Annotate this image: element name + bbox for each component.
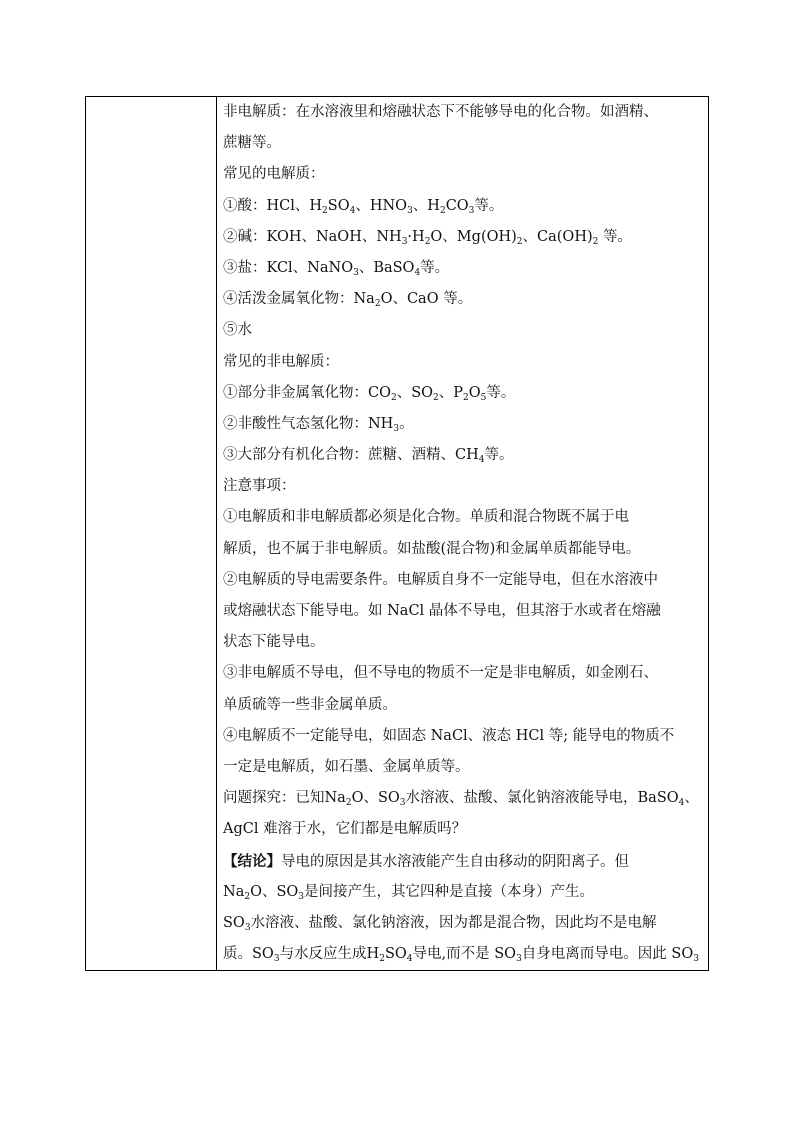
text-run: ③大部分有机化合物：蔗糖、酒精、CH [223,447,479,464]
text-run: 注意事项： [223,478,296,495]
text-run: 导电,而不是 SO [412,946,517,963]
subscript: 4 [478,455,485,466]
subscript: 2 [516,236,523,247]
text-run: 或熔融状态下能导电。如 NaCl 晶体不导电，但其溶于水或者在熔融 [223,603,661,619]
text-line [223,440,702,471]
text-run: 蔗糖等。 [223,135,281,152]
text-run: 问题探究：已知Na [223,790,346,807]
text-run: 一定是电解质，如石墨、金属单质等。 [223,758,470,775]
subscript: 3 [353,267,359,278]
text-run: 是间接产生，其它四种是直接（本身）产生。 [304,883,595,900]
subscript: 2 [322,205,328,216]
subscript: 3 [244,922,251,933]
text-line [223,752,702,783]
text-line [223,128,702,159]
text-run: 常见的非电解质： [223,353,339,370]
text-run: CO [445,197,469,214]
text-run: ④活泼金属氧化物：Na [223,291,375,308]
subscript: 3 [393,423,400,434]
text-run: 、HNO [355,197,408,214]
subscript: 2 [390,392,397,403]
text-line [223,846,702,877]
subscript: 2 [345,798,352,809]
subscript: 2 [379,954,385,965]
text-line [223,908,702,939]
subscript: 3 [407,205,413,216]
text-run: 等。 [420,259,450,276]
subscript: 4 [349,205,356,216]
text-line [223,627,702,658]
text-run: 【结论】 [223,852,281,870]
text-line [223,877,702,908]
text-run: 非电解质：在水溶液里和熔融状态下不能够导电的化合物。如酒精、 [223,104,658,120]
text-run: 状态下能导电。 [223,634,325,651]
text-run: 等。 [598,228,632,245]
text-run: ①酸：HCl、H [223,197,323,214]
text-run: ③非电解质不导电，但不导电的物质不一定是非电解质，如金刚石、 [223,665,658,682]
table-text-cell [217,97,708,970]
text-run: 水溶液、盐酸、氯化钠溶液，因为都是混合物，因此均不是电解 [250,914,657,931]
text-line [223,347,702,378]
text-line [223,690,702,721]
text-run: 质。SO [223,946,274,963]
text-run: O、SO [250,883,299,900]
text-run: 解质，也不属于非电解质。如盐酸(混合物)和金属单质都能导电。 [223,540,641,557]
subscript: 5 [480,392,487,403]
table-left-cell [86,97,217,970]
text-line [223,471,702,502]
text-run: AgCl 难溶于水，它们都是电解质吗？ [223,821,467,838]
subscript: 3 [298,891,305,902]
subscript: 4 [678,798,685,809]
subscript: 3 [468,205,475,216]
text-run: ①电解质和非电解质都必须是化合物。单质和混合物既不属于电 [223,509,629,526]
text-run: 、Ca(OH) [522,228,593,245]
subscript: 3 [693,954,699,965]
text-run: ②电解质的导电需要条件。电解质自身不一定能导电，但在水溶液中 [223,571,658,588]
text-run: 等。 [484,447,514,464]
subscript: 2 [439,205,446,216]
text-run: ·H [407,228,425,245]
text-line [223,97,702,128]
text-run: 。 [399,415,414,432]
text-run: 等。 [474,197,504,214]
text-line [223,378,702,409]
text-run: 等。 [486,384,516,401]
subscript: 4 [406,954,413,965]
text-line [223,939,702,970]
subscript: 2 [592,236,599,247]
text-run: 常见的电解质： [223,166,325,183]
subscript: 2 [463,392,469,403]
text-run: 单质硫等一些非金属单质。 [223,696,397,713]
text-run: ③盐：KCl、NaNO [223,259,354,276]
text-run: SO [327,197,350,214]
text-line [223,191,702,222]
text-line [223,814,702,845]
text-line [223,721,702,752]
subscript: 3 [399,798,406,809]
text-run: SO [223,914,245,931]
text-run: ②非酸性气态氢化物：NH [223,415,394,432]
text-line [223,783,702,814]
text-line [223,284,702,315]
text-line [223,658,702,689]
text-run: 水溶液、盐酸、氯化钠溶液能导电，BaSO [405,790,679,807]
text-run: ②碱：KOH、NaOH、NH [223,228,402,245]
subscript: 4 [414,267,421,278]
text-line [223,222,702,253]
text-run: O、CaO 等。 [380,291,473,308]
subscript: 2 [244,891,251,902]
subscript: 2 [374,299,381,310]
subscript: 3 [273,954,280,965]
content-table [85,96,709,971]
text-run: 、BaSO [358,259,415,276]
text-line [223,565,702,596]
text-run: 导电的原因是其水溶液能产生自由移动的阴阳离子。但 [281,853,629,870]
subscript: 2 [424,236,431,247]
text-line [223,502,702,533]
text-run: ④电解质不一定能导电，如固态 NaCl、液态 HCl 等; 能导电的物质不 [223,727,675,744]
text-run: 与水反应生成H [279,946,380,963]
text-line [223,596,702,627]
text-run: 、H [412,197,440,214]
text-run: O、SO [351,790,400,807]
text-run: Na [223,883,245,900]
text-run: ①部分非金属氧化物：CO [223,384,391,401]
text-run: 、P [438,384,464,401]
text-line [223,159,702,190]
text-run: O、Mg(OH) [430,228,517,245]
subscript: 2 [433,392,439,403]
text-run: 、 [684,790,699,807]
text-run: 、SO [396,384,434,401]
text-run: ⑤水 [223,322,252,339]
text-run: 自身电离而导电。因此 SO [521,946,694,963]
text-line [223,409,702,440]
text-line [223,315,702,346]
subscript: 3 [516,954,522,965]
text-line [223,534,702,565]
subscript: 3 [401,236,408,247]
text-run: SO [384,946,407,963]
text-run: O [468,384,481,401]
text-line [223,253,702,284]
